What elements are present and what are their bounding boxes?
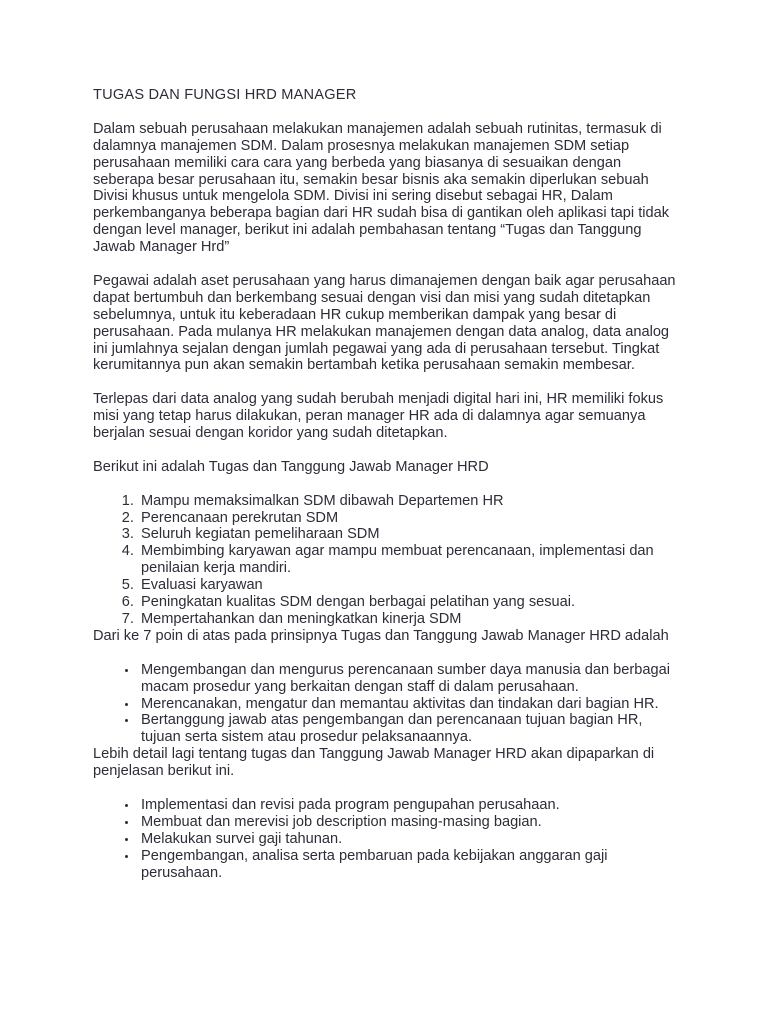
list-item: 7. Mempertahankan dan meningkatkan kinerja SDM <box>138 611 678 628</box>
principles-bullet-list <box>93 662 678 747</box>
list-item: • Melakukan survei gaji tahunan. <box>138 831 678 848</box>
list-item: 3. Seluruh kegiatan pemeliharaan SDM <box>138 526 678 543</box>
list-item: • Merencanakan, mengatur dan memantau aktivitas dan tindakan dari bagian HR. <box>138 696 678 713</box>
list-item: • Mengembangan dan mengurus perencanaan sumber daya manusia dan berbagai macam prosedur yang berkaitan dengan staff di dalam perusahaan. <box>138 662 678 696</box>
list-item: • Pengembangan, analisa serta pembaruan pada kebijakan anggaran gaji perusahaan. <box>138 848 678 882</box>
duties-numbered-list <box>93 493 678 628</box>
detail-bullet-list <box>93 797 678 882</box>
list-item: 4. Membimbing karyawan agar mampu membuat perencanaan, implementasi dan penilaian kerja mandiri. <box>138 543 678 577</box>
paragraph-detail: Lebih detail lagi tentang tugas dan Tanggung Jawab Manager HRD akan dipaparkan di penjelasan berikut ini. <box>93 746 655 780</box>
list-item: 6. Peningkatan kualitas SDM dengan berbagai pelatihan yang sesuai. <box>138 594 678 611</box>
paragraph-employee-asset: Pegawai adalah aset perusahaan yang harus dimanajemen dengan baik agar perusahaan dapat bertumbuh dan berkembang sesuai dengan visi dan misi yang sudah ditetapkan sebelumnya, untuk itu keberadaan HR cukup memberikan dampak yang besar di perusahaan. Pada mulanya HR melakukan manajemen dengan data analog, data analog ini jumlahnya sejalan dengan jumlah pegawai yang ada di perusahaan tersebut. Tingkat kerumitannya pun akan semakin bertambah ketika perusahaan semakin membesar. <box>93 272 676 374</box>
list-item: • Membuat dan merevisi job description masing-masing bagian. <box>138 814 678 831</box>
list-item: 2. Perencanaan perekrutan SDM <box>138 510 678 527</box>
list-item: 5. Evaluasi karyawan <box>138 577 678 594</box>
paragraph-summary: Dari ke 7 poin di atas pada prinsipnya Tugas dan Tanggung Jawab Manager HRD adalah <box>93 627 669 644</box>
document-title: TUGAS DAN FUNGSI HRD MANAGER <box>93 87 357 103</box>
paragraph-list-intro: Berikut ini adalah Tugas dan Tanggung Jawab Manager HRD <box>93 458 489 475</box>
list-item: • Bertanggung jawab atas pengembangan dan perencanaan tujuan bagian HR, tujuan serta sistem atau prosedur pelaksanaannya. <box>138 712 678 746</box>
list-item: • Implementasi dan revisi pada program pengupahan perusahaan. <box>138 797 678 814</box>
paragraph-digital: Terlepas dari data analog yang sudah berubah menjadi digital hari ini, HR memiliki fokus misi yang tetap harus dilakukan, peran manager HR ada di dalamnya agar semuanya berjalan sesuai dengan koridor yang sudah ditetapkan. <box>93 391 664 442</box>
paragraph-intro: Dalam sebuah perusahaan melakukan manajemen adalah sebuah rutinitas, termasuk di dalamnya manajemen SDM. Dalam prosesnya melakukan manajemen SDM setiap perusahaan memiliki cara cara yang berbeda yang biasanya di sesuaikan dengan seberapa besar perusahaan itu, semakin besar bisnis aka semakin diperlukan sebuah Divisi khusus untuk mengelola SDM. Divisi ini sering disebut sebagai HR, Dalam perkembanganya beberapa bagian dari HR sudah bisa di gantikan oleh aplikasi tapi tidak dengan level manager, berikut ini adalah pembahasan tentang “Tugas dan Tanggung Jawab Manager Hrd” <box>93 120 670 256</box>
list-item: 1. Mampu memaksimalkan SDM dibawah Departemen HR <box>138 493 678 510</box>
